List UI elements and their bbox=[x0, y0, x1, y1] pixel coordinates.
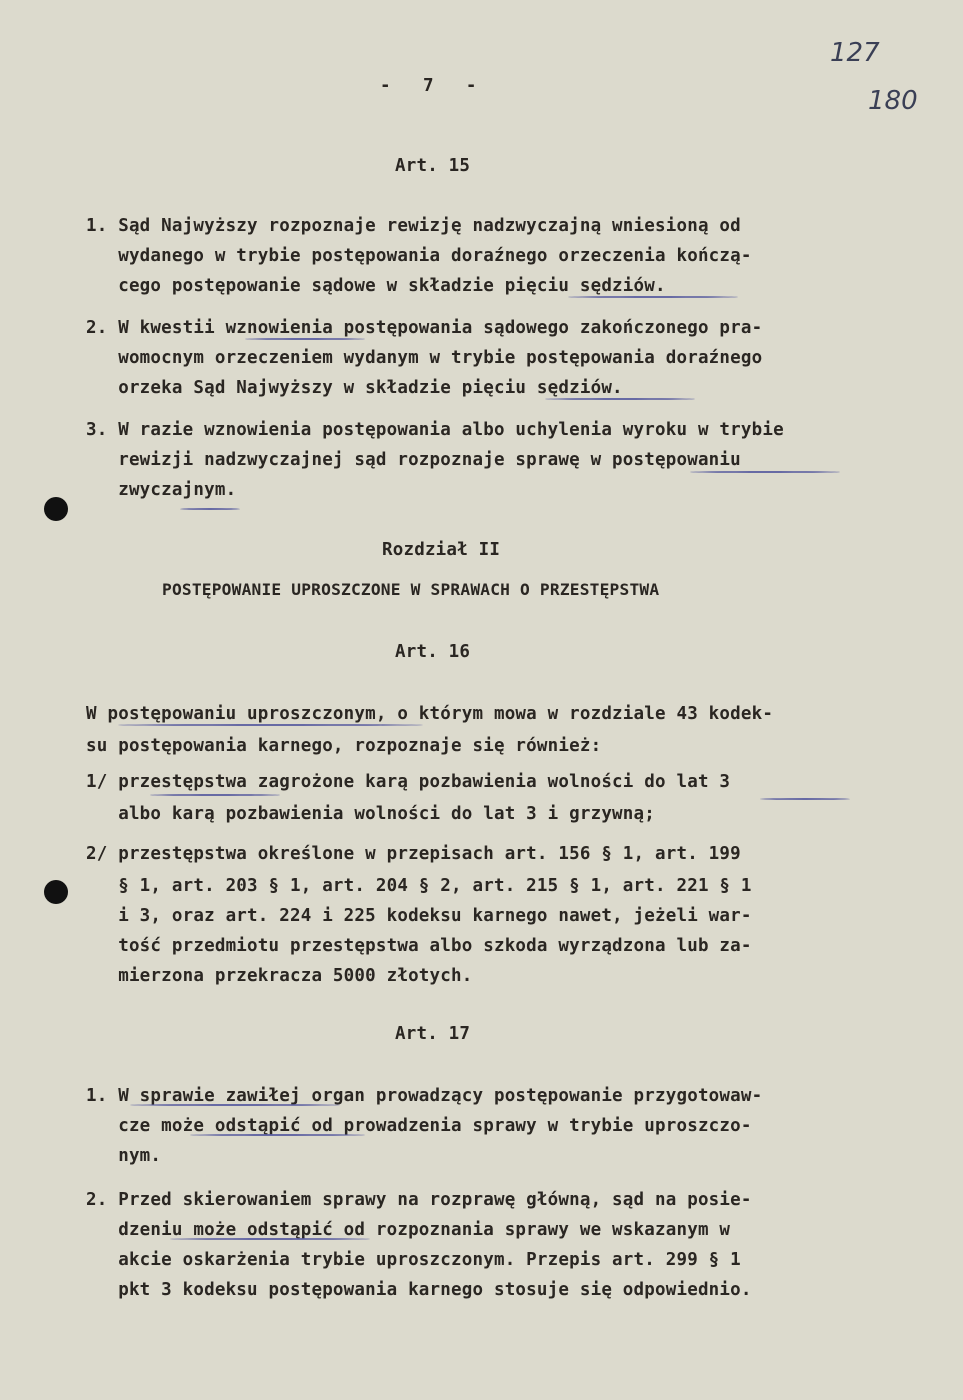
pen-underline bbox=[130, 1104, 340, 1106]
handwritten-folio-bottom: 180 bbox=[868, 86, 918, 116]
pen-underline bbox=[118, 724, 423, 726]
page-number: - 7 - bbox=[380, 76, 477, 96]
art17-p1-l1: 1. W sprawie zawiłej organ prowadzący postępowanie przygotowaw- bbox=[86, 1086, 763, 1106]
pen-underline bbox=[760, 798, 850, 800]
handwritten-folio-top: 127 bbox=[830, 38, 880, 68]
art16-i2-l5: mierzona przekracza 5000 złotych. bbox=[86, 966, 473, 986]
art15-p1-l3: cego postępowanie sądowe w składzie pięciu sędziów. bbox=[86, 276, 666, 296]
art17-p1-l3: nym. bbox=[86, 1146, 162, 1166]
pen-underline bbox=[690, 471, 840, 473]
pen-underline bbox=[150, 794, 280, 796]
pen-underline bbox=[170, 1238, 370, 1240]
art17-p2-l3: akcie oskarżenia trybie uproszczonym. Przepis art. 299 § 1 bbox=[86, 1250, 741, 1270]
art16-intro-l2: su postępowania karnego, rozpoznaje się również: bbox=[86, 736, 602, 756]
art15-p2-l2: womocnym orzeczeniem wydanym w trybie postępowania doraźnego bbox=[86, 348, 763, 368]
art17-p2-l2: dzeniu może odstąpić od rozpoznania sprawy we wskazanym w bbox=[86, 1220, 731, 1240]
punch-hole-top bbox=[44, 497, 68, 521]
art16-i1-l2: albo karą pozbawienia wolności do lat 3 i grzywną; bbox=[86, 804, 656, 824]
punch-hole-bottom bbox=[44, 880, 68, 904]
art16-i2-l4: tość przedmiotu przestępstwa albo szkoda wyrządzona lub za- bbox=[86, 936, 752, 956]
art15-p3-l2: rewizji nadzwyczajnej sąd rozpoznaje sprawę w postępowaniu bbox=[86, 450, 741, 470]
pen-underline bbox=[190, 1134, 365, 1136]
art16-i2-l3: i 3, oraz art. 224 i 225 kodeksu karnego nawet, jeżeli war- bbox=[86, 906, 752, 926]
art16-i2-l1: 2/ przestępstwa określone w przepisach art. 156 § 1, art. 199 bbox=[86, 844, 741, 864]
pen-underline bbox=[180, 508, 240, 510]
art17-p2-l1: 2. Przed skierowaniem sprawy na rozprawę główną, sąd na posie- bbox=[86, 1190, 752, 1210]
chapter-title: Rozdział II bbox=[382, 540, 501, 560]
art15-p2-l1: 2. W kwestii wznowienia postępowania sądowego zakończonego pra- bbox=[86, 318, 763, 338]
art15-p3-l3: zwyczajnym. bbox=[86, 480, 237, 500]
art15-title: Art. 15 bbox=[395, 156, 471, 176]
art17-p1-l2: cze może odstąpić od prowadzenia sprawy w trybie uproszczo- bbox=[86, 1116, 752, 1136]
art15-p2-l3: orzeka Sąd Najwyższy w składzie pięciu sędziów. bbox=[86, 378, 623, 398]
art16-title: Art. 16 bbox=[395, 642, 471, 662]
art15-p1-l1: 1. Sąd Najwyższy rozpoznaje rewizję nadzwyczajną wniesioną od bbox=[86, 216, 741, 236]
art16-intro-l1: W postępowaniu uproszczonym, o którym mowa w rozdziale 43 kodek- bbox=[86, 704, 774, 724]
pen-underline bbox=[245, 338, 365, 340]
pen-underline bbox=[568, 296, 738, 298]
art17-title: Art. 17 bbox=[395, 1024, 471, 1044]
art15-p1-l2: wydanego w trybie postępowania doraźnego orzeczenia kończą- bbox=[86, 246, 752, 266]
chapter-subtitle: POSTĘPOWANIE UPROSZCZONE W SPRAWACH O PRZESTĘPSTWA bbox=[162, 580, 660, 599]
art15-p3-l1: 3. W razie wznowienia postępowania albo uchylenia wyroku w trybie bbox=[86, 420, 784, 440]
pen-underline bbox=[545, 398, 695, 400]
art17-p2-l4: pkt 3 kodeksu postępowania karnego stosuje się odpowiednio. bbox=[86, 1280, 752, 1300]
art16-i1-l1: 1/ przestępstwa zagrożone karą pozbawienia wolności do lat 3 bbox=[86, 772, 731, 792]
art16-i2-l2: § 1, art. 203 § 1, art. 204 § 2, art. 215 § 1, art. 221 § 1 bbox=[86, 876, 752, 896]
